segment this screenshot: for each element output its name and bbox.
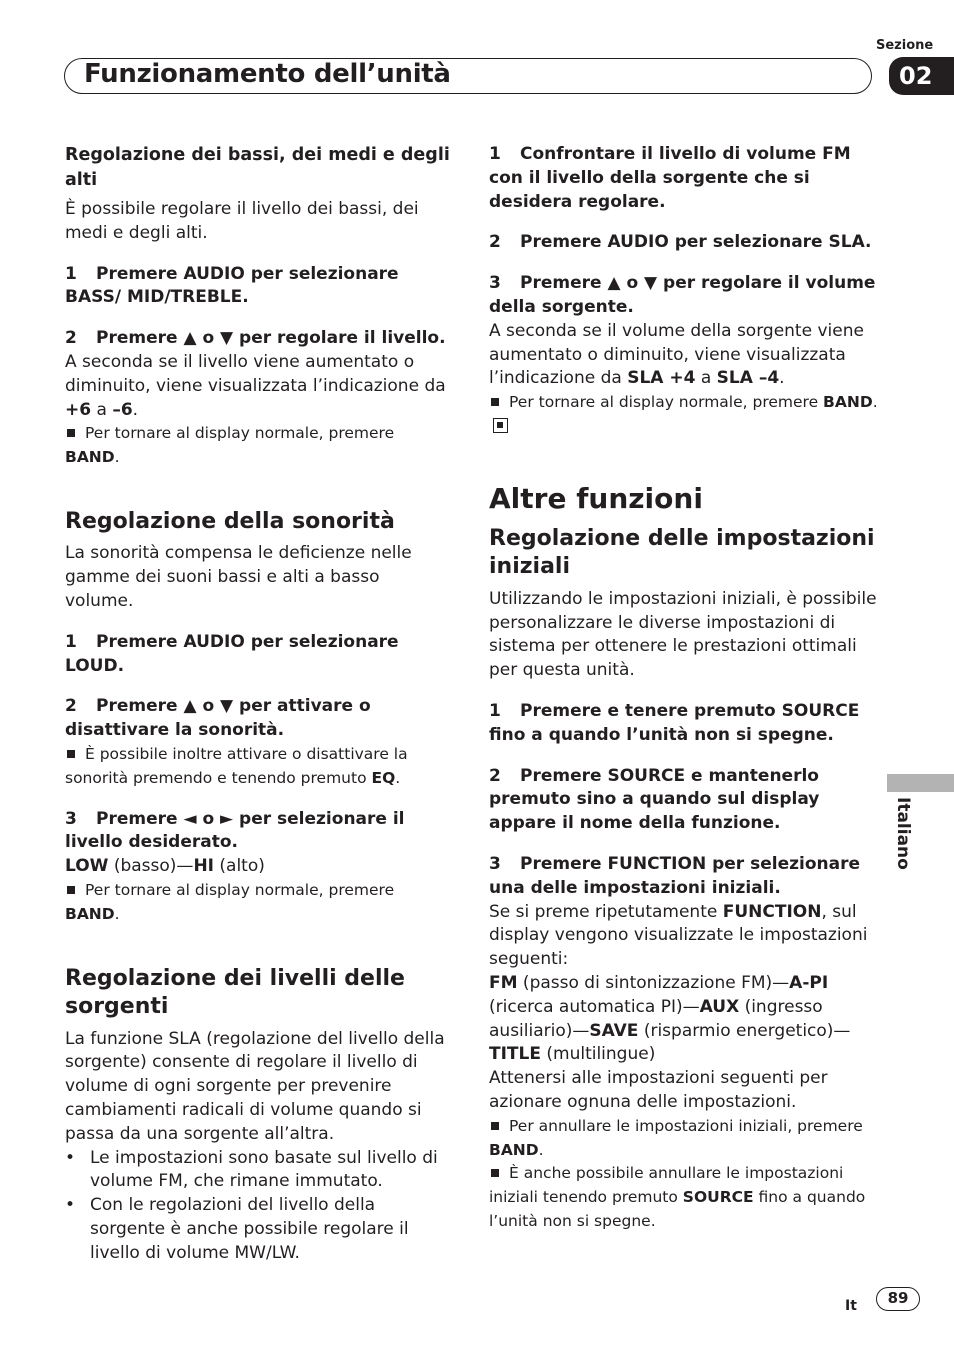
step-text: Premere SOURCE e mantenerlo premuto sino a quando sul display appare il nome della funzione. bbox=[489, 765, 820, 834]
note-square-icon bbox=[491, 398, 499, 406]
text: (ingresso ausiliario)— bbox=[489, 996, 823, 1041]
step-text: Premere e tenere premuto SOURCE fino a quando l’unità non si spegne. bbox=[489, 700, 860, 745]
option-bold: HI bbox=[193, 856, 214, 877]
text: (basso)— bbox=[108, 856, 194, 877]
button-name: BAND bbox=[65, 448, 115, 467]
level-options bbox=[65, 855, 451, 879]
section-source-levels bbox=[65, 965, 451, 1266]
step-number: 1 bbox=[65, 263, 77, 284]
step-number: 3 bbox=[489, 273, 501, 294]
step-text: Premere FUNCTION per selezionare una delle impostazioni iniziali. bbox=[489, 853, 860, 898]
text: (passo di sintonizzazione FM)— bbox=[517, 972, 790, 993]
left-column bbox=[65, 143, 451, 1266]
step-text: Premere AUDIO per selezionare BASS/ MID/TREBLE. bbox=[65, 263, 399, 308]
step-number: 2 bbox=[489, 232, 501, 253]
intro-text: La funzione SLA (regolazione del livello della sorgente) consente di regolare il livello di volume di ogni sorgente per prevenire cambiamenti radicali di volume quando si passa da una sorgente all’altra. bbox=[65, 1028, 445, 1144]
section-heading: Regolazione della sonorità bbox=[65, 508, 395, 534]
section-heading: Regolazione dei livelli delle sorgenti bbox=[65, 965, 405, 1020]
button-name: FUNCTION bbox=[722, 901, 822, 922]
settings-sequence bbox=[489, 972, 879, 1067]
step-3 bbox=[489, 272, 879, 320]
step-1 bbox=[65, 631, 451, 679]
step-2 bbox=[489, 231, 879, 255]
setting-name: A-PI bbox=[789, 972, 829, 993]
section-sla-steps bbox=[489, 143, 879, 439]
page-number: 89 bbox=[876, 1287, 920, 1311]
right-column bbox=[489, 143, 879, 1234]
text: . bbox=[779, 368, 785, 389]
text: . bbox=[114, 904, 120, 923]
note bbox=[65, 422, 451, 470]
button-name: BAND bbox=[489, 1140, 539, 1159]
note-square-icon bbox=[67, 886, 75, 894]
step-text: Premere AUDIO per selezionare LOUD. bbox=[65, 631, 399, 676]
text: Per tornare al display normale, premere bbox=[509, 393, 824, 412]
step-text: Premere ◄ o ► per selezionare il livello desiderato. bbox=[65, 808, 405, 853]
text: fino a quando l’unità non si spegne. bbox=[489, 1188, 866, 1230]
step-number: 2 bbox=[65, 328, 77, 349]
intro-text: È possibile regolare il livello dei bassi, dei medi e degli alti. bbox=[65, 199, 419, 243]
section-loudness bbox=[65, 508, 451, 927]
option-bold: LOW bbox=[65, 856, 109, 877]
step-number: 1 bbox=[489, 144, 501, 164]
text: (multilingue) bbox=[540, 1044, 656, 1065]
text: A seconda se il livello viene aumentato o diminuito, viene visualizzata l’indicazione da bbox=[65, 351, 446, 396]
setting-name: TITLE bbox=[489, 1044, 541, 1065]
step-text: Premere ▲ o ▼ per regolare il livello. bbox=[96, 328, 446, 349]
text: Per tornare al display normale, premere bbox=[85, 881, 395, 900]
note bbox=[489, 391, 879, 439]
note-square-icon bbox=[67, 429, 75, 437]
section-bass-mid-treble bbox=[65, 143, 451, 470]
text: (ricerca automatica PI)— bbox=[489, 996, 700, 1017]
end-of-section-icon bbox=[493, 418, 508, 433]
value-bold: +6 bbox=[65, 399, 92, 420]
value-bold: –6 bbox=[112, 399, 133, 420]
note-square-icon bbox=[491, 1169, 499, 1177]
note-square-icon bbox=[491, 1122, 499, 1130]
step-description bbox=[489, 901, 879, 972]
language-label: Italiano bbox=[893, 797, 913, 870]
section-other-functions bbox=[489, 481, 879, 1234]
step-3 bbox=[65, 808, 451, 856]
text: È possibile inoltre attivare o disattivare la sonorità premendo e tenendo premuto bbox=[65, 745, 408, 787]
language-code: It bbox=[845, 1298, 857, 1314]
text: (alto) bbox=[214, 856, 265, 877]
chapter-heading: Altre funzioni bbox=[489, 481, 703, 515]
step-description bbox=[65, 351, 451, 422]
text: Per tornare al display normale, premere bbox=[85, 424, 395, 443]
text: a bbox=[695, 368, 717, 389]
text: A seconda se il volume della sorgente viene aumentato o diminuito, viene visualizzata l’indicazione da bbox=[489, 320, 864, 389]
text: . bbox=[872, 393, 878, 412]
button-name: BAND bbox=[823, 393, 873, 412]
step-number: 1 bbox=[65, 631, 77, 652]
step-text: Premere ▲ o ▼ per attivare o disattivare la sonorità. bbox=[65, 696, 371, 741]
value-bold: SLA +4 bbox=[627, 368, 696, 389]
text: , sul display vengono visualizzate le impostazioni seguenti: bbox=[489, 901, 868, 970]
text: Se si preme ripetutamente bbox=[489, 901, 723, 922]
step-number: 3 bbox=[65, 808, 77, 829]
step-number: 1 bbox=[489, 700, 501, 721]
step-number: 2 bbox=[65, 696, 77, 717]
note bbox=[65, 879, 451, 927]
section-label: Sezione bbox=[876, 38, 934, 53]
step-1 bbox=[489, 143, 879, 214]
step-number: 2 bbox=[489, 765, 501, 786]
note bbox=[489, 1162, 879, 1233]
button-name: EQ bbox=[371, 768, 396, 787]
note bbox=[65, 743, 451, 791]
step-3 bbox=[489, 853, 879, 901]
step-1 bbox=[65, 263, 451, 311]
section-heading: Regolazione delle impostazioni iniziali bbox=[489, 525, 875, 580]
step-text: Premere AUDIO per selezionare SLA. bbox=[520, 232, 872, 253]
value-bold: SLA –4 bbox=[716, 368, 780, 389]
setting-name: SAVE bbox=[589, 1020, 639, 1041]
step-description: Attenersi alle impostazioni seguenti per azionare ognuna delle impostazioni. bbox=[489, 1068, 828, 1112]
bullet-item: • Con le regolazioni del livello della sorgente è anche possibile regolare il livello di volume MW/LW. bbox=[65, 1194, 451, 1265]
setting-name: AUX bbox=[699, 996, 740, 1017]
step-text: Confrontare il livello di volume FM con il livello della sorgente che si desidera regolare. bbox=[489, 144, 851, 212]
bullet-item: • Le impostazioni sono basate sul livello di volume FM, che rimane immutato. bbox=[65, 1147, 451, 1195]
intro-text: La sonorità compensa le deficienze nelle gamme dei suoni bassi e alti a basso volume. bbox=[65, 543, 412, 612]
section-number-badge: 02 bbox=[889, 57, 954, 95]
language-tab-bar bbox=[887, 774, 954, 792]
text: Per annullare le impostazioni iniziali, premere bbox=[509, 1116, 863, 1135]
text: . bbox=[395, 768, 401, 787]
text: È anche possibile annullare le impostazioni iniziali tenendo premuto bbox=[489, 1164, 844, 1207]
text: (risparmio energetico)— bbox=[638, 1020, 851, 1041]
text: a bbox=[91, 399, 113, 420]
text: . bbox=[132, 399, 139, 420]
note-square-icon bbox=[67, 750, 75, 758]
button-name: BAND bbox=[65, 904, 115, 923]
step-2 bbox=[65, 695, 451, 743]
text: . bbox=[538, 1140, 544, 1159]
page-title: Funzionamento dell’unità bbox=[84, 59, 451, 89]
step-1 bbox=[489, 700, 879, 748]
setting-name: FM bbox=[489, 972, 518, 993]
intro-text: Utilizzando le impostazioni iniziali, è possibile personalizzare le diverse impostazioni di sistema per ottenere le prestazioni ottimali per questa unità. bbox=[489, 588, 877, 681]
subsection-title: Regolazione dei bassi, dei medi e degli alti bbox=[65, 145, 450, 190]
step-text: Premere ▲ o ▼ per regolare il volume della sorgente. bbox=[489, 273, 876, 317]
step-description bbox=[489, 320, 879, 391]
button-name: SOURCE bbox=[682, 1188, 754, 1207]
text: . bbox=[114, 448, 120, 467]
note bbox=[489, 1115, 879, 1163]
step-2 bbox=[65, 327, 451, 351]
step-2 bbox=[489, 765, 879, 836]
step-number: 3 bbox=[489, 853, 501, 874]
